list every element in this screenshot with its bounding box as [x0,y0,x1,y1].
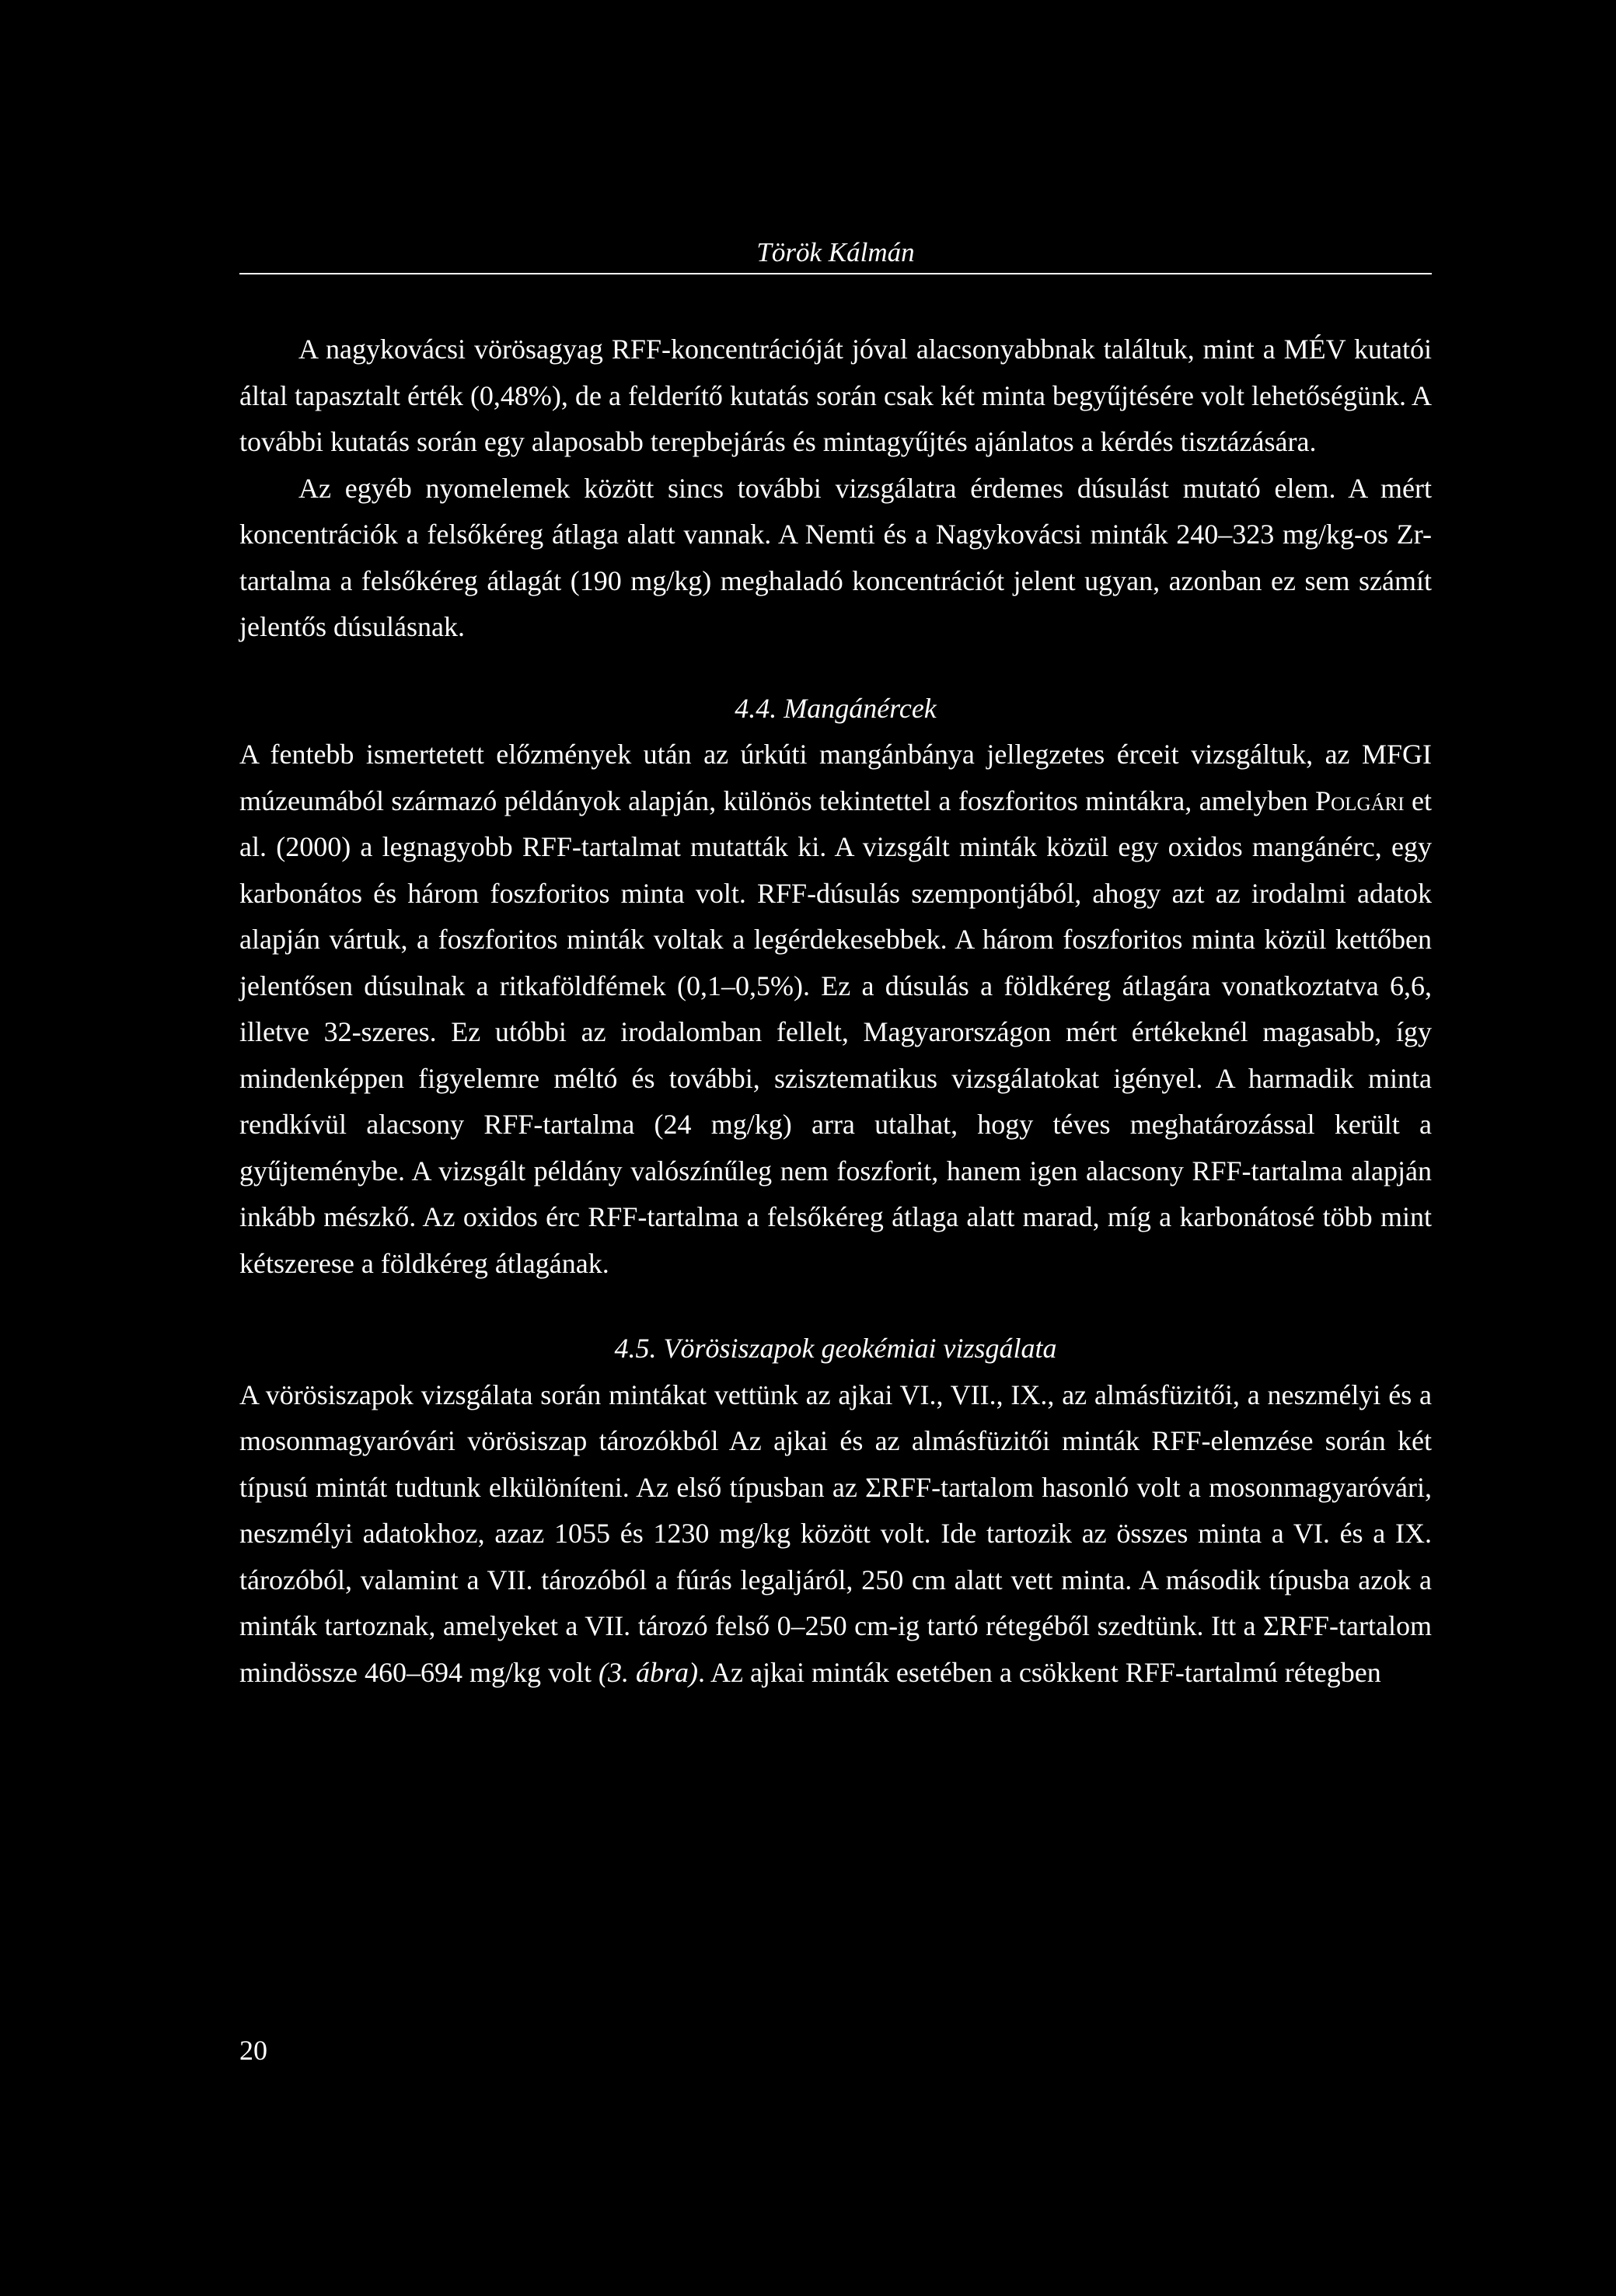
paragraph-text: et al. (2000) a legnagyobb RFF-tartalmat mutatták ki. A vizsgált minták közül egy oxidos mangánérc, egy karbonátos és három foszforitos minta volt. RFF-dúsulás szempontjából, ahogy azt az irodalmi adatok alapján vártuk, a foszforitos minták voltak a legérdekesebbek. A három foszforitos minta közül kettőben jelentősen dúsulnak a ritkaföldfémek (0,1–0,5%). Ez a dúsulás a földkéreg átlagára vonatkoztatva 6,6, illetve 32-szeres. Ez utóbbi az irodalomban fellelt, Magyarországon mért értékeknél magasabb, így mindenképpen figyelemre méltó és további, szisztematikus vizsgálatokat igényel. A harmadik minta rendkívül alacsony RFF-tartalma (24 mg/kg) arra utalhat, hogy téves meghatározással került a gyűjteménybe. A vizsgált példány valószínűleg nem foszforit, hanem igen alacsony RFF-tartalma alapján inkább mészkő. Az oxidos érc RFF-tartalma a felsőkéreg átlaga alatt marad, míg a karbonátosé több mint kétszerese a földkéreg átlagának. [239,785,1432,1279]
paragraph-text: . Az ajkai minták esetében a csökkent RFF-tartalmú rétegben [698,1656,1381,1688]
paragraph-red-mud [239,1372,1432,1697]
paragraph-trace-elements: Az egyéb nyomelemek között sincs további vizsgálatra érdemes dúsulást mutató elem. A mért koncentrációk a felsőkéreg átlaga alatt vannak. A Nemti és a Nagykovácsi minták 240–323 mg/kg-os Zr-tartalma a felsőkéreg átlagát (190 mg/kg) meghaladó koncentrációt jelent ugyan, azonban ez sem számít jelentős dúsulásnak. [239,472,1432,642]
spacer [239,651,1432,686]
figure-reference: (3. ábra) [599,1656,698,1688]
document-page [239,0,1432,2296]
spacer [239,1287,1432,1326]
section-heading-manganese-ores: 4.4. Mangánércek [735,692,937,724]
header-rule [239,273,1432,274]
paragraph-text: A vörösiszapok vizsgálata során mintákat vettünk az ajkai VI., VII., IX., az almásfüzitői, a neszmélyi és a mosonmagyaróvári vörösiszap tározókból Az ajkai és az almásfüzitői minták RFF-elemzése során két típusú mintát tudtunk elkülöníteni. Az első típusban az ΣRFF-tartalom hasonló volt a mosonmagyaróvári, neszmélyi adatokhoz, azaz 1055 és 1230 mg/kg között volt. Ide tartozik az összes minta a VI. és a IX. tározóból, valamint a VII. tározóból a fúrás legaljáról, 250 cm alatt vett minta. A második típusba azok a minták tartoznak, amelyeket a VII. tározó felső 0–250 cm-ig tartó rétegéből szedtünk. Itt a ΣRFF-tartalom mindössze 460–694 mg/kg volt [239,1379,1432,1688]
paragraph-nagykovacsi: A nagykovácsi vörösagyag RFF-koncentrációját jóval alacsonyabbnak találtuk, mint a MÉV kutatói által tapasztalt érték (0,48%), de a felderítő kutatás során csak két minta begyűjtésére volt lehetőségünk. A további kutatás során egy alaposabb terepbejárás és mintagyűjtés ajánlatos a kérdés tisztázására. [239,334,1432,457]
paragraph-manganese-ores [239,732,1432,1287]
paragraph-text: A fentebb ismertetett előzmények után az úrkúti mangánbánya jellegzetes érceit vizsgáltuk, az MFGI múzeumából származó példányok alapján, különös tekintettel a foszforitos mintákra, amelyben [239,739,1432,816]
body-text [239,327,1432,1696]
page-number: 20 [239,2035,267,2066]
author-name: Polgári [1315,785,1405,816]
section-heading-red-mud: 4.5. Vörösiszapok geokémiai vizsgálata [614,1333,1057,1364]
running-head: Török Kálmán [756,237,915,267]
